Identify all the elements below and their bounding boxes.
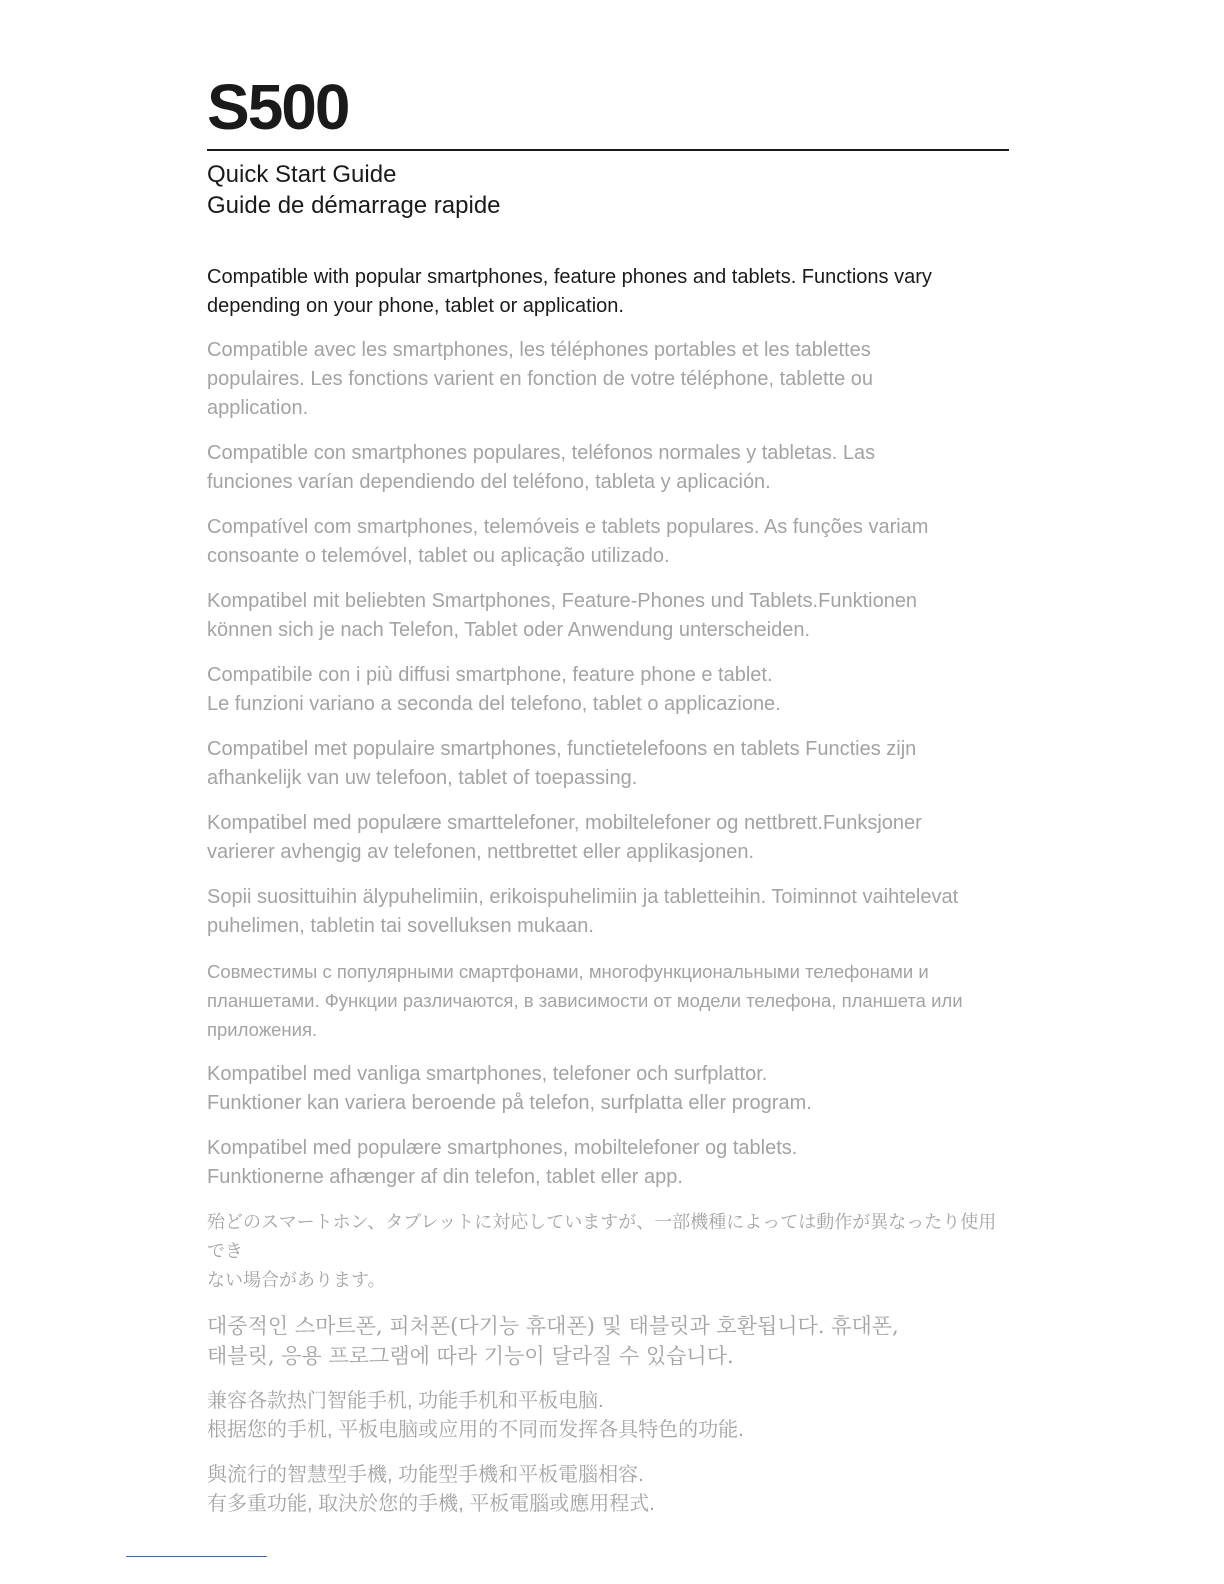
translation-norwegian: Kompatibel med populære smarttelefoner, mobiltelefoner og nettbrett.Funksjoner varierer avhengig av telefonen, nettbrettet eller applikasjonen. <box>207 812 922 863</box>
translation-portuguese: Compatível com smartphones, telemóveis e tablets populares. As funções variam consoante o telemóvel, tablet ou aplicação utilizado. <box>207 516 929 567</box>
translation-russian: Совместимы с популярными смартфонами, многофункциональными телефонами и планшетами. Функции различаются, в зависимости от модели телефона, планшета или приложения. <box>207 961 963 1040</box>
subtitle-french: Guide de démarrage rapide <box>207 192 501 219</box>
guide-subtitles <box>207 159 1009 221</box>
translations-list <box>207 336 1009 1519</box>
translation-italian: Compatibile con i più diffusi smartphone, feature phone e tablet. Le funzioni variano a seconda del telefono, tablet o applicazione. <box>207 664 781 715</box>
translation-japanese: 殆どのスマートホン、タブレットに対応していますが、一部機種によっては動作が異なったり使用でき ない場合があります。 <box>207 1212 997 1290</box>
translation-danish: Kompatibel med populære smartphones, mobiltelefoner og tablets. Funktionerne afhænger af din telefon, tablet eller app. <box>207 1137 798 1188</box>
translation-swedish: Kompatibel med vanliga smartphones, telefoner och surfplattor. Funktioner kan variera beroende på telefon, surfplatta eller program. <box>207 1063 812 1114</box>
translation-german: Kompatibel mit beliebten Smartphones, Feature-Phones und Tablets.Funktionen können sich je nach Telefon, Tablet oder Anwendung unterscheiden. <box>207 590 918 641</box>
document-page <box>207 70 1009 1535</box>
compatibility-lead-text: Compatible with popular smartphones, feature phones and tablets. Functions vary depending on your phone, tablet or application. <box>207 266 932 317</box>
translation-chinese-simplified: 兼容各款热门智能手机, 功能手机和平板电脑. 根据您的手机, 平板电脑或应用的不同而发挥各具特色的功能. <box>207 1390 744 1441</box>
translation-spanish: Compatible con smartphones populares, teléfonos normales y tabletas. Las funciones varían dependiendo del teléfono, tableta y aplicación. <box>207 442 876 493</box>
footer-link-underline <box>126 1556 267 1557</box>
model-title: S500 <box>207 71 349 143</box>
subtitle-english: Quick Start Guide <box>207 161 397 188</box>
translation-korean: 대중적인 스마트폰, 피처폰(다기능 휴대폰) 및 태블릿과 호환됩니다. 휴대폰, 태블릿, 응용 프로그램에 따라 기능이 달라질 수 있습니다. <box>207 1314 899 1368</box>
translation-french: Compatible avec les smartphones, les téléphones portables et les tablettes populaires. Les fonctions varient en fonction de votre téléphone, tablette ou application. <box>207 339 874 419</box>
translation-dutch: Compatibel met populaire smartphones, functietelefoons en tablets Functies zijn afhankelijk van uw telefoon, tablet of toepassing. <box>207 738 917 789</box>
translation-finnish: Sopii suosittuihin älypuhelimiin, erikoispuhelimiin ja tabletteihin. Toiminnot vaihtelevat puhelimen, tabletin tai sovelluksen mukaan. <box>207 886 959 937</box>
title-divider <box>207 149 1009 151</box>
translation-chinese-traditional: 與流行的智慧型手機, 功能型手機和平板電腦相容. 有多重功能, 取決於您的手機, 平板電腦或應用程式. <box>207 1464 655 1515</box>
